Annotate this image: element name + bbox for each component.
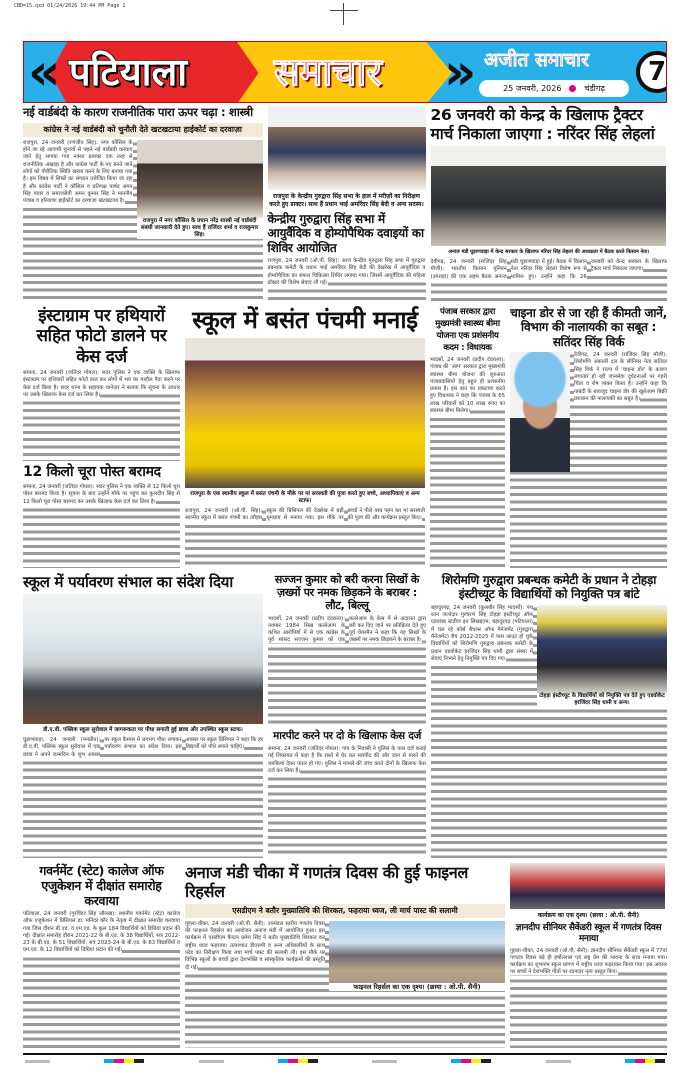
headline: इंस्टाग्राम पर हथियारों सहित फोटो डालने पर केस दर्ज: [36, 306, 167, 367]
headline: अनाज मंडी चीका में गणतंत्र दिवस की हुई फाइनल रिहर्सल: [185, 863, 468, 902]
article-wardbandi: [23, 106, 263, 301]
color-bar: [278, 1059, 318, 1063]
article-body: समाना, 24 जनवरी (जतिंदर गोयल): गांव के निवासी ने पुलिस के पास दर्ज कराई गई शिकायत में कहा है कि रास्ते में घेर कर मारपीट की और जान से मारने की धमकियां देकर फरार हो गए। पुलिस ने मामले की जांच करते दोनों के खिलाफ केस दर्ज कर लिया है।: [268, 746, 426, 774]
plantation-photo: [23, 594, 263, 724]
headline: स्कूल में पर्यावरण संभाल का संदेश दिया: [23, 573, 233, 591]
dot-icon: [569, 85, 576, 92]
print-mark: [546, 1060, 571, 1063]
chevron-icon: «: [28, 43, 61, 101]
article-college-convocation: [23, 863, 180, 1048]
headline: स्कूल में बसंत पंचमी मनाई: [192, 306, 418, 334]
photo-caption: अनाज मंडी घुड़ाणवाड़ा में केन्द्र सरकार के खिलाफ नरिंदर सिंह लेहलां की अध्यक्षता में बैठक करते किसान नेता।: [431, 249, 668, 256]
print-slug: CBD=15.qxd 01/24/2026 19:44 PM Page 1: [14, 3, 126, 9]
newspaper-brand: अजीत समाचार: [484, 49, 589, 71]
school-program-photo: [510, 863, 665, 909]
article-body: घुड़ाणवाड़ा, 24 जनवरी (मनप्रीत): डी.ए.वी. पब्लिक स्कूल सुरोवाल में एक छात्रा ने अपने जन्मदिन के शुभ अवसर पर स्कूल कैम्पस में लगभग पौधा लगाकर पर्यावरण संभाल का संदेश दिया। इस अवसर पर स्कूल प्रिंसिपल ने कहा कि हर विद्यार्थी को पौधे लगाने चाहिएं।: [23, 737, 263, 758]
row-2: [23, 306, 667, 568]
headline: केन्द्रीय गुरुद्वारा सिंह सभा में आयुर्वैदिक व होम्योपैथिक दवाइयों का शिविर आयोजित: [267, 212, 424, 255]
article-body: भादसों, 24 जनवरी (प्रदीप दंदराला): नवम्बर 1984 सिख कत्लेआम के कथित आरोपियों में से एक कांग्रेस के पूर्व सांसद सज्जन कुमार को एक कत्लेआम के केस में से अदालत द्वारा बरी कर दिए जाने पर प्रतिक्रिया देते हुए पूर्व चेयरमैन ने कहा कि यह सिखों के ज़ख्मों पर नमक छिड़कने के बराबर है।: [268, 615, 426, 644]
crop-mark: [330, 10, 358, 11]
medical-camp-photo: [268, 106, 426, 190]
headline: शिरोमणि गुरुद्वारा प्रबन्धक कमेटी के प्रधान ने टोहड़ा इंस्टीच्यूट के विद्यार्थियों को नियुक्ति पत्र बांटे: [441, 573, 657, 602]
article-body: राजपुरा, 24 जनवरी (ओ.पी. सिंह): स्थानीय स्कूल में बसंत पंचमी का त्यौहार स्कूल की प्रिंसिपल की देखरेख में बड़ी धूमधाम से मनाया गया। इस मौके पर बच्चों ने पीले वस्त्र पहन कर मां सरस्वती की पूजा की और कार्यक्रम प्रस्तुत किए।: [185, 507, 425, 522]
headline: पंजाब सरकार द्वारा मुख्यमंत्री स्वास्थ्य बीमा योजना एक प्रशंसनीय कदम : विधायक: [435, 307, 500, 353]
article-body: समाना, 24 जनवरी (जतिंदर गोयल): सदर पुलिस ने एक व्यक्ति के खिलाफ इंस्टाग्राम पर हथियारों सहित फोटो डाल कर लोगों में भय का माहौल पैदा करने पर केस दर्ज किया है। सदर थाना के सहायक थानेदार ने बताया कि सूचना के आधार पर उसके खिलाफ केस दर्ज कर लिया है।: [23, 370, 180, 399]
section-title-2: समाचार: [274, 50, 382, 94]
press-conference-photo: [137, 140, 263, 218]
headline: सज्जन कुमार को बरी करना सिखों के ज़ख्मों पर नमक छिड़कने के बराबर : लौट, बिल्लू: [274, 573, 420, 613]
farmers-meeting-photo: [431, 146, 666, 246]
edition-city: चंडीगढ़: [584, 84, 605, 93]
article-body: देवीगढ़, 24 जनवरी (राजिंदर सिंह मौजी): शिरोमणि अकाली दल के सीनियर नेता सतिंदर सिंह विर्क ने राज्य में 'चाइना डोर' के कारण लगातार हो रही जानलेवा दुर्घटनाओं पर गहरी चिंता व रोष व्यक्त किया है। उन्होंने कहा कि पाबंदी के बावजूद चाइना डोर की खुलेआम बिक्री प्रशासन की नालायकी का सबूत है।: [574, 352, 667, 402]
article-body: राजपुरा, 24 जनवरी (रणजीत सिंह): नगर कौंसिल के होने जा रहे आगामी चुनावों से पहले नई वार्डबंदी करवाए जाने हेतु लगाया गया नक्शा इलाका एक तरह से राजनीतिक अखाड़ा है और कांग्रेस पार्टी के नए बनते जाने लोगों को पौरीतिक स्थिति खराब करने के लिए बनाया गया है। इस विषय में सिखों का संगठन उत्तेजित किया जा रहा है और कांग्रेस पार्टी ने कौंसिल व प्रतिपक्ष पार्षद अमन सिंह पवार व समाजसेवी अमन कुमार सिंह ने माननीय पंजाब व हरियाणा हाईकोर्ट का दरवाज़ा खटखटाया है।: [23, 139, 133, 205]
photo-figure: [537, 605, 667, 707]
subheadline: एसडीएम ने बतौर मुख्यातिथि की शिरकत, फहराया ध्वज, ली मार्च पास्ट की सलामी: [185, 904, 505, 917]
headline: 26 जनवरी को केन्द्र के खिलाफ ट्रैक्टर मार्च निकाला जाएगा : नरिंदर सिंह लेहलां: [430, 106, 655, 143]
article-body: समाना, 24 जनवरी (जतिंदर गोयल): सदर पुलिस ने एक व्यक्ति से 12 किलो चूरा पोस्त बरामद किया है। सूचना के बाद उन्होंने मौके पर पहुंच कर कुलदीप सिंह से 12 किलो चूरा पोस्त बरामद कर उसके खिलाफ केस दर्ज कर लिया है।: [23, 484, 180, 505]
headline: मारपीट करने पर दो के खिलाफ केस दर्ज: [273, 730, 421, 743]
photo-caption: टोहड़ा इंस्टीच्यूट के विद्यार्थियों को नियुक्ति पत्र देते हुए एडवोकेट हरजिंदर सिंह धामी व अन्य।: [537, 693, 667, 707]
appointment-letters-photo: [537, 605, 667, 693]
photo-caption: राजपुरा के केन्द्रीय गुरुद्वारा सिंह सभा के हाल में मरीज़ों का निरीक्षण करते हुए डाक्टर। साथ हैं प्रधान भाई अमरिंदर सिंह बेदी व अन्य सदस्य।: [269, 193, 424, 208]
article-paryavaran: [23, 573, 263, 858]
headline: नई वार्डबंदी के कारण राजनीतिक पारा ऊपर चढ़ा : शास्त्री: [23, 105, 253, 119]
color-bar: [625, 1059, 665, 1063]
article-body: गुहला-चीका, 24 जनवरी (ओ.पी. सैनी): ज्ञानदीप सीनियर सैकेंडरी स्कूल में 77वां गणतंत्र दिवस बड़े ही हर्षोल्लास एवं राष्ट्र प्रेम की भावना के साथ मनाया गया। कार्यक्रम का शुभारंभ स्कूल प्रांगण में राष्ट्रीय ध्वज फहराकर किया गया। इस अवसर पर बच्चों ने देशभक्ति गीतों पर शानदार नृत्य प्रस्तुत किए।: [510, 947, 667, 976]
crop-mark: [343, 3, 344, 25]
page-content: [23, 106, 667, 1067]
photo-caption: राजपुरा में नगर कौंसिल के प्रधान नरेंद्र शास्त्री नई वार्डबंदी संबंधी जानकारी देते हुए। साथ हैं राजिंदर शर्मा व राजकुमार सिंह।: [137, 218, 263, 239]
article-china-door: [510, 306, 667, 568]
article-body: देवीगढ़, 24 जनवरी (राजिंदर सिंह मौजी): भारतीय किसान यूनियन (उगराहां) की एक अहम बैठक अनाज मंडी घुड़ाणवाड़ा में हुई। बैठक में किसान नेता नरिंदर सिंह लेहलां विशेष रूप से शामिल हुए। उन्होंने कहा कि 26 जनवरी को केन्द्र सरकार के खिलाफ ट्रैक्टर मार्च निकाला जाएगा।: [430, 259, 667, 280]
print-mark: [25, 1060, 50, 1063]
color-bar: [104, 1059, 144, 1063]
portrait-photo: [510, 352, 570, 472]
article-sajjan-kumar: [268, 573, 426, 858]
headline: चाइना डोर से जा रही हैं कीमती जानें, विभाग की नालायकी का सबूत : सतिंदर सिंह विर्क: [510, 306, 667, 349]
photo-caption: राजपुरा के एक स्थानीय स्कूल में बसंत पंचमी के मौके पर मां सरस्वती की पूजा करते हुए बच्चे, अध्यापिकाएं व अन्य स्टाफ।: [185, 491, 425, 505]
edition-date: 25 जनवरी, 2026: [503, 84, 562, 93]
article-basant-panchami: [185, 306, 425, 568]
headline: ज्ञानदीप सीनियर सैकेंडरी स्कूल में गणतंत्र दिवस मनाया: [515, 923, 662, 944]
print-mark: [372, 1060, 397, 1063]
article-gyandeep-school: [510, 863, 667, 1048]
section-title: पटियाला: [69, 50, 188, 94]
photo-caption: डी.ए.वी. पब्लिक स्कूल सुरोवाल में जागरूकता पर पौधा लगाती हुई छात्रा और उपस्थित स्कूल स्टाफ।: [23, 727, 263, 734]
article-body: राजपुरा, 24 जनवरी (ओ.पी. सिंह): आज केन्द्रीय गुरुद्वारा सिंह सभा में गुरुद्वारा प्रबन्धक कमेटी के प्रधान भाई अमरिंदर सिंह बेदी की देखरेख में आयुर्वैदिक व होम्योपैथिक का सफल चिकित्सा शिविर लगाया गया। जिसमें आयुर्वैदिक की महिला डॉक्टर की विशेष सेवाएं ली गईं।: [267, 258, 426, 287]
basant-panchami-photo: [185, 338, 425, 488]
masthead: [23, 41, 667, 103]
article-body: भादसों, 24 जनवरी (प्रदीप दंदराला): पंजाब की 'आप' सरकार द्वारा मुख्यमंत्री स्वास्थ्य बीमा योजना की शुरुआत पंजाबवासियों हेतु बहुत ही प्रशंसनीय प्रयास है। इस बात का प्रकटावा करते हुए विधायक ने कहा कि पंजाब के 65 लाख परिवारों को 10 लाख रुपए का स्वास्थ्य बीमा मिलेगा।: [430, 357, 505, 415]
color-bar: [451, 1059, 491, 1063]
article-body: बहादुरगढ़, 24 जनवरी (कुलबीर सिंह भादसों): पंथ रतन जत्थेदार गुरचरण सिंह टोहड़ा इंस्टीच्यूट ऑफ एडवांस्ड स्टडीज इन सिखइज़्म, बहादुरगढ़ (पटियाला) में चल रहे कोर्स बैचलर ऑफ मैनेजमेंट (गुरुद्वारा मैनेजमेंट) बैच 2022-2025 में पास आउट हो चुके विद्यार्थियों को शिरोमणि गुरुद्वारा प्रबन्धक कमेटी के प्रधान एडवोकेट हरजिंदर सिंह धामी द्वारा संस्था में सेवाएं निभाने हेतु नियुक्ति पत्र दिए गए।: [431, 604, 533, 662]
photo-figure: [329, 921, 505, 991]
row-3: [23, 573, 667, 858]
chevron-icon: »: [444, 43, 477, 101]
article-tractor-march: [431, 106, 668, 301]
article-body: गुहला-चीका, 24 जनवरी (ओ.पी. सैनी): उपमंडल स्तरीय गणतंत्र दिवस की फाइनल रिहर्सल का आयोजन अनाज मंडी में आयोजित हुआ। इस कार्यक्रम में एसडीएम कैप्टन प्रमेश सिंह ने बतौर मुख्यातिथि शिरकत कर राष्ट्रीय ध्वज फहराया। तत्पश्चात डीएसपी व अन्य अधिकारियों के साथ परेड का निरीक्षण किया तथा मार्च पास्ट की सलामी ली। इस मौके पर विभिन्न स्कूलों के बच्चों द्वारा देशभक्ति व सांस्कृतिक कार्यक्रमों की प्रस्तुति दी गई।: [185, 920, 325, 971]
print-mark: [199, 1060, 224, 1063]
photo-figure: [137, 140, 263, 239]
photo-caption: फाइनल रिहर्सल का एक दृश्य। (छाया : ओ.पी. सैनी): [329, 983, 505, 991]
headline: 12 किलो चूरा पोस्त बरामद: [23, 464, 161, 481]
row-1: [23, 106, 667, 301]
article-ayurvedic: [268, 106, 426, 301]
row-4: [23, 863, 667, 1048]
article-final-rehearsal: [185, 863, 505, 1048]
page-number: 7: [636, 51, 667, 93]
date-city-pill: [479, 80, 629, 97]
article-instagram: [23, 306, 180, 568]
article-body: पटियाला, 24 जनवरी (गुरविंदर सिंह औलख): स्थानीय गवर्नमेंट (स्टेट) कालेज ऑफ एजुकेशन में प्रिंसिपल डा. मनिंदर कौर के नेतृत्व में दीक्षांत समारोह करवाया गया जिस दौरान बी.एड. व एम.एड. के कुल 184 विद्यार्थियों को डिग्रियां प्रदान की गईं। दीक्षांत समारोह दौरान 2021-22 के बी.एड. के 38 विद्यार्थियों, सत्र 2022-23 के बी.एड. के 51 विद्यार्थियों, सत्र 2023-24 के बी.एड. के 83 विद्यार्थियों व एम.एड. के 12 विद्यार्थियों को डिग्रियां प्रदान की गईं।: [23, 911, 180, 954]
article-tohra-institute: [431, 573, 667, 858]
article-health-insurance: [430, 306, 505, 568]
headline: गवर्नमेंट (स्टेट) कालेज ऑफ एजुकेशन में दीक्षांत समारोह करवाया: [39, 863, 164, 908]
subheadline: कांग्रेस ने नई वार्डबंदी को चुनौती देते खटखटाया हाईकोर्ट का दरवाज़ा: [23, 123, 263, 137]
print-marks: [23, 1055, 667, 1067]
rehearsal-photo: [329, 921, 505, 983]
photo-caption: कार्यक्रम का एक दृश्य। (छाया : ओ.पी. सैनी): [510, 912, 667, 920]
